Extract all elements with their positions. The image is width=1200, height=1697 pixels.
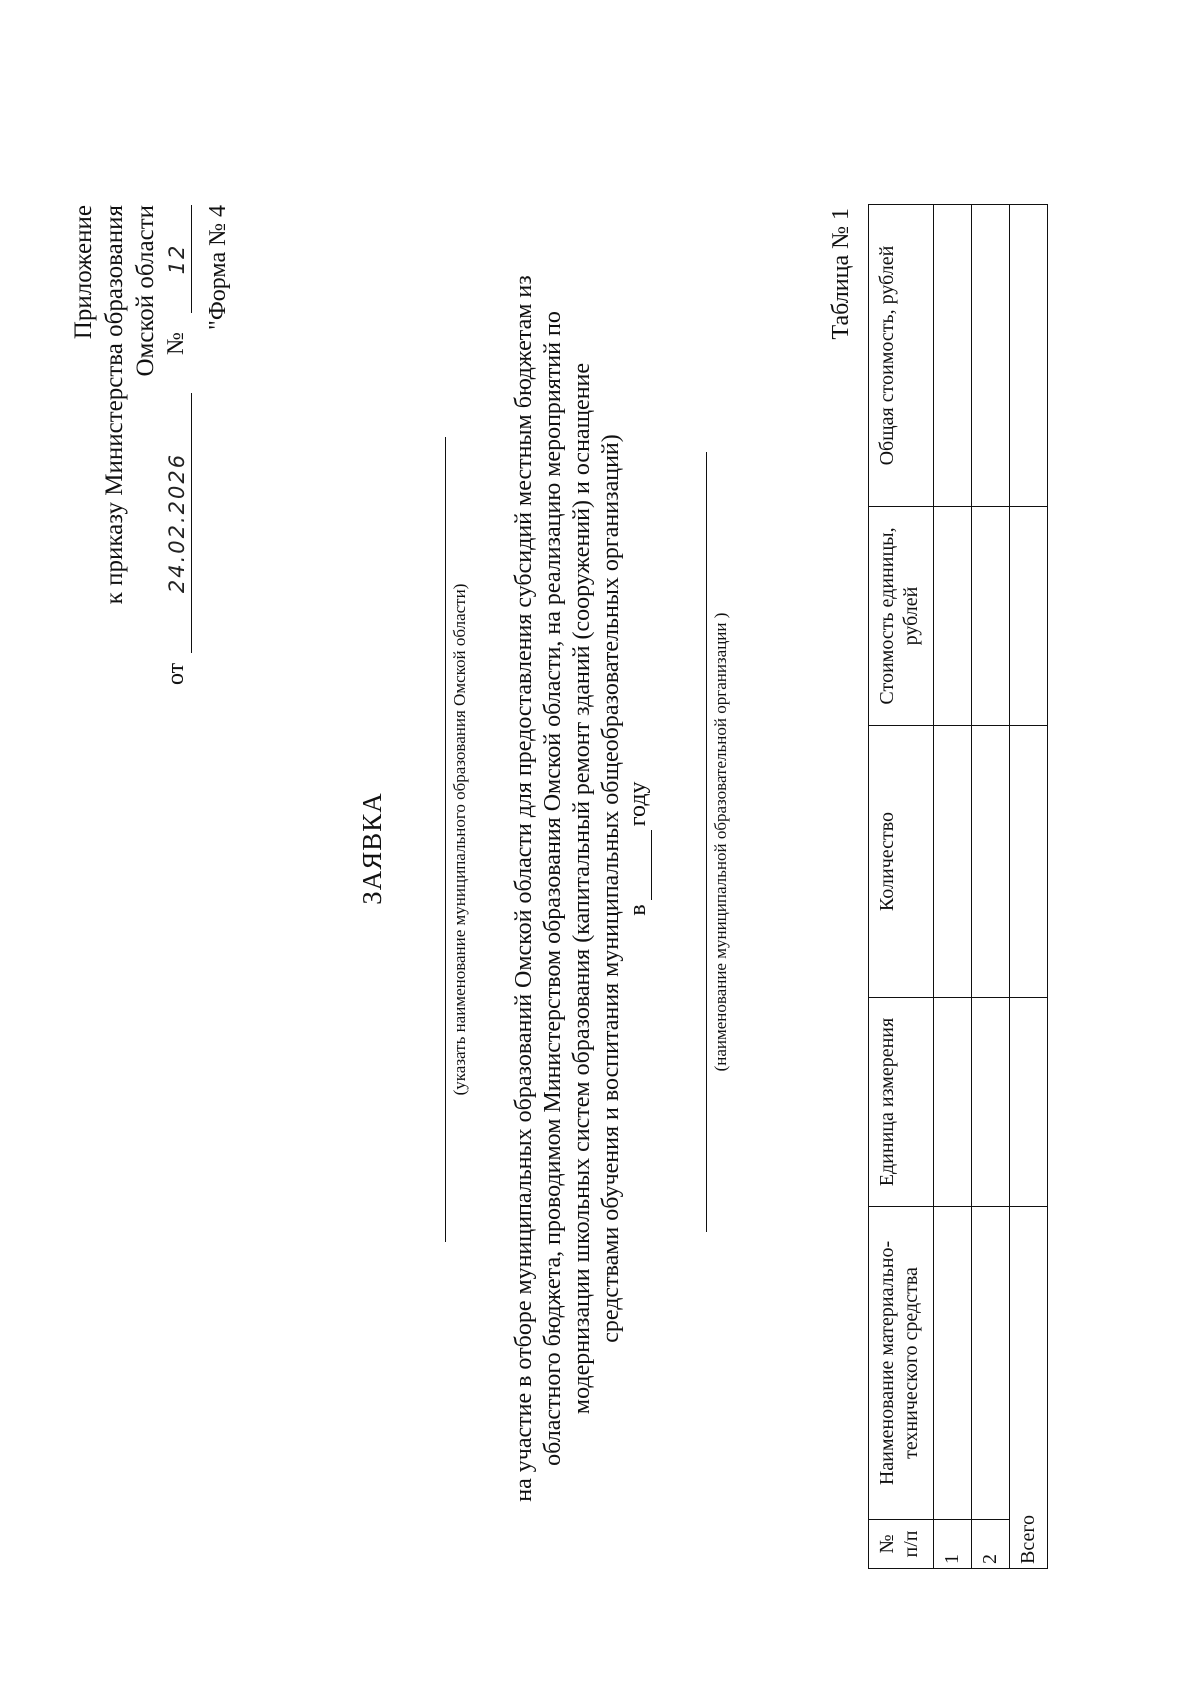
table-total-row xyxy=(1010,205,1048,1569)
row-unit-cell xyxy=(934,998,972,1207)
table-header-row xyxy=(869,205,934,1569)
appendix-order-line: к приказу Министерства образования xyxy=(101,205,128,605)
order-date-field xyxy=(164,393,192,653)
order-number: 12 xyxy=(165,243,189,275)
table-row xyxy=(972,205,1010,1569)
appendix-header xyxy=(68,205,161,685)
order-number-field xyxy=(164,205,192,313)
body-line-4: средствами обучения и воспитания муниципальных общеобразовательных организаций) xyxy=(598,434,624,1343)
order-date: 24.02.2026 xyxy=(165,452,189,594)
total-label-cell: Всего xyxy=(1010,1207,1048,1569)
row-quantity-cell xyxy=(934,726,972,998)
form-label: "Форма № 4 xyxy=(205,205,231,330)
row-number-cell: 2 xyxy=(972,1520,1010,1569)
application-body xyxy=(510,160,626,1617)
year-blank xyxy=(627,830,652,900)
col-quantity-header: Количество xyxy=(869,726,934,998)
year-label: году xyxy=(625,781,651,827)
body-line-3: модернизации школьных систем образования (капитальный ремонт зданий (сооружений) и оснащение xyxy=(569,362,595,1415)
row-unit-cost-cell xyxy=(972,507,1010,726)
document-title: ЗАЯВКА xyxy=(357,792,387,905)
body-line-1: на участие в отборе муниципальных образований Омской области для предоставления субсидий местным бюджетам из xyxy=(511,275,537,1502)
col-name-header: Наименование материально-технического средства xyxy=(869,1207,934,1520)
row-name-cell xyxy=(972,1207,1010,1520)
municipality-caption: (указать наименование муниципального образования Омской области) xyxy=(450,583,469,1096)
row-quantity-cell xyxy=(972,726,1010,998)
row-name-cell xyxy=(934,1207,972,1520)
in-label: в xyxy=(625,904,651,916)
row-total-cost-cell xyxy=(934,205,972,507)
total-quantity-cell xyxy=(1010,726,1048,998)
table-row xyxy=(934,205,972,1569)
col-unit-cost-header: Стоимость единицы, рублей xyxy=(869,507,934,726)
total-unit-cell xyxy=(1010,998,1048,1207)
from-label: от xyxy=(163,662,189,685)
total-unit-cost-cell xyxy=(1010,507,1048,726)
col-number-header: № п/п xyxy=(869,1520,934,1569)
appendix-region-line: Омской области xyxy=(132,205,159,377)
year-line xyxy=(625,0,652,1697)
equipment-table xyxy=(868,204,1048,1569)
row-unit-cell xyxy=(972,998,1010,1207)
table-label: Таблица № 1 xyxy=(828,208,854,340)
row-total-cost-cell xyxy=(972,205,1010,507)
organization-caption: (наименование муниципальной образовательной организации ) xyxy=(711,612,730,1072)
row-unit-cost-cell xyxy=(934,507,972,726)
col-total-cost-header: Общая стоимость, рублей xyxy=(869,205,934,507)
municipality-fill-line xyxy=(445,437,446,1242)
col-unit-header: Единица измерения xyxy=(869,998,934,1207)
body-line-2: областного бюджета, проводимом Министерством образования Омской области, на реализацию мероприятий по xyxy=(540,311,566,1466)
total-cost-cell xyxy=(1010,205,1048,507)
row-number-cell: 1 xyxy=(934,1520,972,1569)
appendix-title: Приложение xyxy=(70,205,97,340)
number-label: № xyxy=(163,332,189,355)
order-date-line xyxy=(160,205,192,685)
organization-fill-line xyxy=(706,452,707,1232)
